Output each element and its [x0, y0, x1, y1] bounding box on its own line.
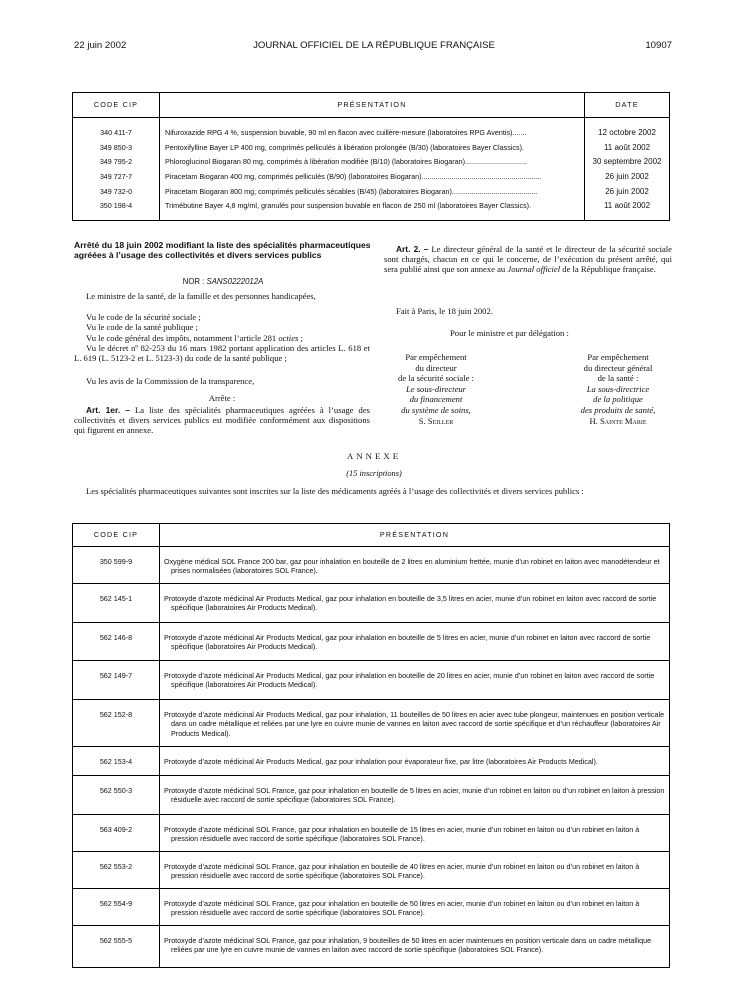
cip-code: 350 198-4 [73, 201, 160, 220]
header-date: 22 juin 2002 [74, 40, 127, 51]
inscription-date: 26 juin 2002 [585, 172, 670, 187]
presentation-text: Protoxyde d’azote médicinal Air Products Medical, gaz pour inhalation pour évaporateur fixe, par litre (laboratoires Air Products Medical). [160, 747, 670, 776]
inscription-date: 30 septembre 2002 [585, 157, 670, 172]
table-top [72, 92, 670, 221]
table-row [73, 584, 670, 623]
col-header-cip: CODE CIP [73, 93, 160, 118]
annexe-intro: Les spécialités pharmaceutiques suivantes sont inscrites sur la liste des médicaments agréés à l’usage des collectivités et divers services publics : [86, 486, 584, 496]
cip-code: 350 599-9 [73, 547, 160, 584]
article-1: Art. 1er. – La liste des spécialités pharmaceutiques agréées à l’usage des collectivités et divers services publics est modifiée conformément aux dispositions qui figurent en annexe. [74, 405, 370, 436]
annexe-title: ANNEXE [346, 451, 402, 461]
arrete-label: Arrête : [208, 393, 236, 403]
col-header-presentation: PRÉSENTATION [160, 524, 670, 547]
cip-code: 562 149-7 [73, 661, 160, 700]
presentation-text: Protoxyde d’azote médicinal Air Products Medical, gaz pour inhalation en bouteille de 3,5 litres en acier, munie d’un robinet en laiton avec raccord de sortie spécifique (laboratoires Air Products Medical). [160, 584, 670, 623]
table-row [73, 157, 670, 172]
vu-5: Vu les avis de la Commission de la transparence, [86, 376, 255, 386]
presentation-text: Protoxyde d’azote médicinal SOL France, gaz pour inhalation en bouteille de 5 litres en acier, munie d’un robinet en laiton ou d’un robinet en laiton à pression résiduelle avec raccord de sortie spécifique (laboratoires SOL France). [160, 776, 670, 815]
header-title: JOURNAL OFFICIEL DE LA RÉPUBLIQUE FRANÇAISE [253, 40, 495, 51]
presentation-text: Protoxyde d’azote médicinal Air Products Medical, gaz pour inhalation en bouteille de 5 litres en acier, munie d’un robinet en laiton avec raccord de sortie spécifique (laboratoires Air Products Medical). [160, 623, 670, 661]
presentation-text: Protoxyde d’azote médicinal SOL France, gaz pour inhalation, 9 bouteilles de 50 litres en acier maintenues en position verticale dans un cadre métallique reliées par une lyre en cuivre munie de vannes en laiton avec raccord de sortie spécifique (laboratoires SOL France). [160, 926, 670, 968]
signature-right: Par empêchement du directeur général de la santé : La sous-directrice de la politique des produits de santé, H. Sainte Marie [553, 352, 683, 426]
table-row [73, 747, 670, 776]
table-row [73, 815, 670, 852]
minister-paragraph: Le ministre de la santé, de la famille et des personnes handicapées, [86, 291, 316, 301]
cip-code: 349 850-3 [73, 143, 160, 158]
table-row [73, 889, 670, 926]
signature-left: Par empêchement du directeur de la sécurité sociale : Le sous-directeur du financement du système de soins, S. Seiller [371, 352, 501, 426]
cip-code: 349 732-0 [73, 187, 160, 202]
cip-code: 562 553-2 [73, 852, 160, 889]
table-row [73, 172, 670, 187]
presentation-text: Pentoxifylline Bayer LP 400 mg, comprimés pelliculés à libération prolongée (B/30) (laboratoires Bayer Classics). [165, 142, 525, 152]
vu-2: Vu le code de la santé publique ; [86, 322, 198, 332]
table-row [73, 118, 670, 143]
presentation-text: Protoxyde d’azote médicinal SOL France, gaz pour inhalation en bouteille de 40 litres en acier, munie d’un robinet en laiton ou d’un robinet en laiton à pression résiduelle avec raccord de sortie spécifique (laboratoires SOL France). [160, 852, 670, 889]
fait-a-paris: Fait à Paris, le 18 juin 2002. [396, 306, 493, 316]
inscription-date: 12 octobre 2002 [585, 118, 670, 143]
article-title: Arrêté du 18 juin 2002 modifiant la liste des spécialités pharmaceutiques agréées à l’usage des collectivités et divers services publics [74, 240, 371, 260]
pour-le-ministre: Pour le ministre et par délégation : [450, 328, 569, 338]
cip-code: 349 727-7 [73, 172, 160, 187]
presentation-text: Protoxyde d’azote médicinal SOL France, gaz pour inhalation en bouteille de 50 litres en acier, munie d’un robinet en laiton ou d’un robinet en laiton à pression résiduelle avec raccord de sortie spécifique (laboratoires SOL France). [160, 889, 670, 926]
cip-code: 349 795-2 [73, 157, 160, 172]
table-row [73, 661, 670, 700]
inscription-date: 26 juin 2002 [585, 187, 670, 202]
col-header-presentation: PRÉSENTATION [160, 93, 585, 118]
table-row [73, 852, 670, 889]
table-row [73, 926, 670, 968]
article-2: Art. 2. – Le directeur général de la santé et le directeur de la sécurité sociale sont chargés, chacun en ce qui le concerne, de l’exécution du présent arrêté, qui sera publié ainsi que son annexe au Journal officiel de la République française. [384, 244, 672, 275]
vu-4: Vu le décret nº 82-253 du 16 mars 1982 portant application des articles L. 618 et L. 619 (L. 5123-2 et L. 5123-3) du code de la santé publique ; [74, 343, 370, 364]
cip-code: 562 550-3 [73, 776, 160, 815]
cip-code: 563 409-2 [73, 815, 160, 852]
presentation-text: Trimébutine Bayer 4,8 mg/ml, granulés pour suspension buvable en flacon de 250 ml (laboratoires Bayer Classics). [165, 201, 532, 211]
presentation-text: Phloroglucinol Biogaran 80 mg, comprimés à libération modifiée (B/10) (laboratoires Biogaran)............................... [165, 157, 527, 167]
vu-1: Vu le code de la sécurité sociale ; [86, 312, 201, 322]
cip-code: 562 146-8 [73, 623, 160, 661]
cip-code: 562 555-5 [73, 926, 160, 968]
table-row [73, 143, 670, 158]
presentation-text: Piracetam Biogaran 800 mg, comprimés pelliculés sécables (B/45) (laboratoires Biogaran)........................................... [165, 186, 538, 196]
cip-code: 562 153-4 [73, 747, 160, 776]
presentation-text: Oxygène médical SOL France 200 bar, gaz pour inhalation en bouteille de 2 litres en aluminium frettée, munie d’un robinet en laiton avec manodétendeur et prises normalisées (laboratoires SOL France). [160, 547, 670, 584]
table-annexe [72, 523, 670, 968]
inscription-date: 11 août 2002 [585, 143, 670, 158]
col-header-date: DATE [585, 93, 670, 118]
presentation-text: Protoxyde d’azote médicinal Air Products Medical, gaz pour inhalation, 11 bouteilles de 50 litres en acier avec tube plongeur, maintenues en position verticale dans un cadre métallique et reliées par une lyre en cuivre munie de vannes en laiton avec raccord de sortie spécifique et d’un réchauffeur (laboratoires Air Products Medical). [160, 700, 670, 747]
presentation-text: Piracetam Biogaran 400 mg, comprimés pelliculés (B/90) (laboratoires Biogaran)............................................................ [165, 172, 542, 182]
col-header-cip: CODE CIP [73, 524, 160, 547]
cip-code: 562 554-9 [73, 889, 160, 926]
table-row [73, 700, 670, 747]
table-row [73, 776, 670, 815]
presentation-text: Protoxyde d’azote médicinal SOL France, gaz pour inhalation en bouteille de 15 litres en acier, munie d’un robinet en laiton ou d’un robinet en laiton à pression résiduelle avec raccord de sortie spécifique (laboratoires SOL France). [160, 815, 670, 852]
page-number: 10907 [645, 40, 672, 51]
signatory-left-name: S. Seiller [418, 415, 454, 426]
nor-reference: NOR : SANS0222012A [182, 277, 264, 286]
vu-3: Vu le code général des impôts, notamment l’article 281 octies ; [86, 333, 303, 343]
table-row [73, 187, 670, 202]
cip-code: 562 152-8 [73, 700, 160, 747]
signatory-right-name: H. Sainte Marie [589, 415, 647, 426]
presentation-text: Nifuroxazide RPG 4 %, suspension buvable, 90 ml en flacon avec cuillère-mesure (laboratoires RPG Aventis)....... [165, 128, 527, 137]
inscription-date: 11 août 2002 [585, 201, 670, 220]
table-row [73, 547, 670, 584]
table-row [73, 623, 670, 661]
annexe-subtitle: (15 inscriptions) [346, 469, 402, 478]
cip-code: 562 145-1 [73, 584, 160, 623]
table-row [73, 201, 670, 220]
cip-code: 340 411-7 [73, 118, 160, 143]
presentation-text: Protoxyde d’azote médicinal Air Products Medical, gaz pour inhalation en bouteille de 20 litres en acier, munie d’un robinet en laiton avec raccord de sortie spécifique (laboratoires Air Products Medical). [160, 661, 670, 700]
